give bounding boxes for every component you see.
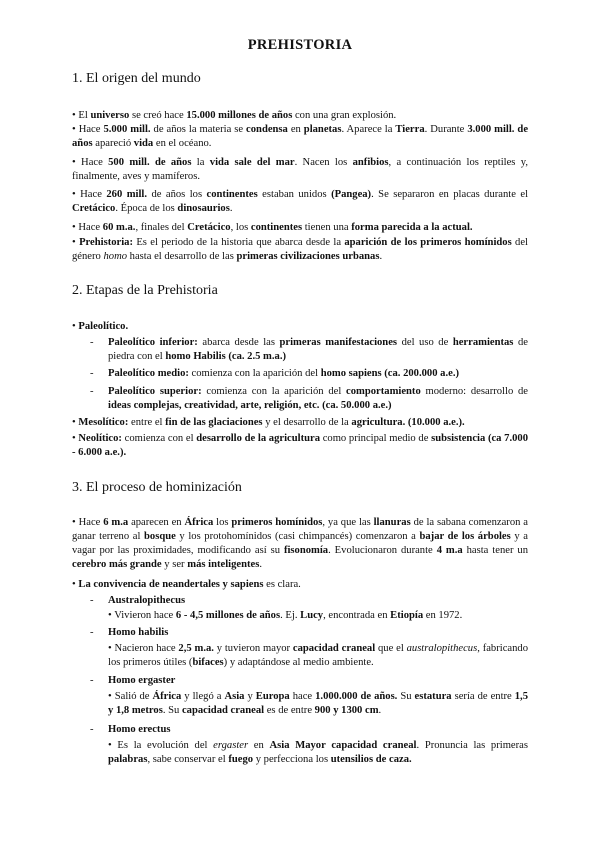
subitem-upper-paleolithic: - Paleolítico superior: comienza con la aparición del comportamiento moderno: desarrollo de ideas complejas, creatividad, arte, religión, etc. (ca. 50.000 a.e.): [90, 386, 528, 412]
species-ergaster-text: • Salió de África y llegó a Asia y Europa hace 1.000.000 de años. Su estatura sería de entre 1,5 y 1,8 metros. Su capacidad craneal es de entre 900 y 1300 cm.: [108, 691, 528, 717]
paragraph-universe: • El universo se creó hace 15.000 millones de años con una gran explosión.: [72, 110, 397, 121]
section-heading-stages: 2. Etapas de la Prehistoria: [72, 283, 218, 298]
paragraph-continents: • Hace 260 mill. de años los continentes estaban unidos (Pangea). Se separaron en placas durante el Cretácico. Época de los dinosaurios.: [72, 189, 529, 215]
paragraph-planets: • Hace 5.000 mill. de años la materia se condensa en planetas. Aparece la Tierra. Durante 3.000 mill. de años apareció vida en el océano.: [72, 124, 529, 150]
item-coexistence: • La convivencia de neandertales y sapiens es clara.: [72, 579, 301, 590]
page-title: PREHISTORIA: [247, 37, 353, 53]
species-ergaster-title: - Homo ergaster: [90, 675, 176, 686]
paragraph-hominization-intro: • Hace 6 m.a aparecen en África los primeros homínidos, ya que las llanuras de la sabana comenzaron a ganar terreno al bosque y los protohomínidos (casi chimpancés) comenzaron a bajar de los árboles y a vagar por las proximidades, modificando así su fisonomía. Evolucionaron durante 4 m.a hasta tener un cerebro más grande y ser más inteligentes.: [72, 517, 529, 571]
paragraph-prehistory-definition: • Prehistoria: Es el periodo de la historia que abarca desde la aparición de los primeros homínidos del género homo hasta el desarrollo de las primeras civilizaciones urbanas.: [72, 237, 528, 263]
species-australopithecus-title: - Australopithecus: [90, 595, 186, 606]
paragraph-current-shape: • Hace 60 m.a., finales del Cretácico, los continentes tienen una forma parecida a la actual.: [72, 222, 473, 233]
subitem-middle-paleolithic: - Paleolítico medio: comienza con la aparición del homo sapiens (ca. 200.000 a.e.): [90, 368, 459, 379]
section-heading-hominization: 3. El proceso de hominización: [72, 480, 242, 495]
species-habilis-title: - Homo habilis: [90, 627, 169, 638]
species-erectus-text: • Es la evolución del ergaster en Asia Mayor capacidad craneal. Pronuncia las primeras palabras, sabe conservar el fuego y perfecciona los utensilios de caza.: [108, 740, 528, 766]
subitem-lower-paleolithic: - Paleolítico inferior: abarca desde las primeras manifestaciones del uso de herramientas de piedra con el homo Habilis (ca. 2.5 m.a.): [90, 337, 528, 363]
item-neolithic: • Neolítico: comienza con el desarrollo de la agricultura como principal medio de subsistencia (ca 7.000 - 6.000 a.e.).: [72, 433, 528, 459]
species-erectus-title: - Homo erectus: [90, 724, 171, 735]
species-australopithecus-text: • Vivieron hace 6 - 4,5 millones de años. Ej. Lucy, encontrada en Etiopía en 1972.: [108, 610, 463, 621]
section-heading-origin: 1. El origen del mundo: [72, 71, 201, 86]
item-mesolithic: • Mesolítico: entre el fin de las glaciaciones y el desarrollo de la agricultura. (10.000 a.e.).: [72, 417, 465, 428]
species-habilis-text: • Nacieron hace 2,5 m.a. y tuvieron mayor capacidad craneal que el australopithecus, fabricando los primeros útiles (bifaces) y adaptándose al medio ambiente.: [108, 643, 528, 669]
item-paleolithic: • Paleolítico.: [72, 321, 129, 332]
paragraph-life-leaves-sea: • Hace 500 mill. de años la vida sale del mar. Nacen los anfibios, a continuación los reptiles y, finalmente, aves y mamíferos.: [72, 157, 528, 183]
